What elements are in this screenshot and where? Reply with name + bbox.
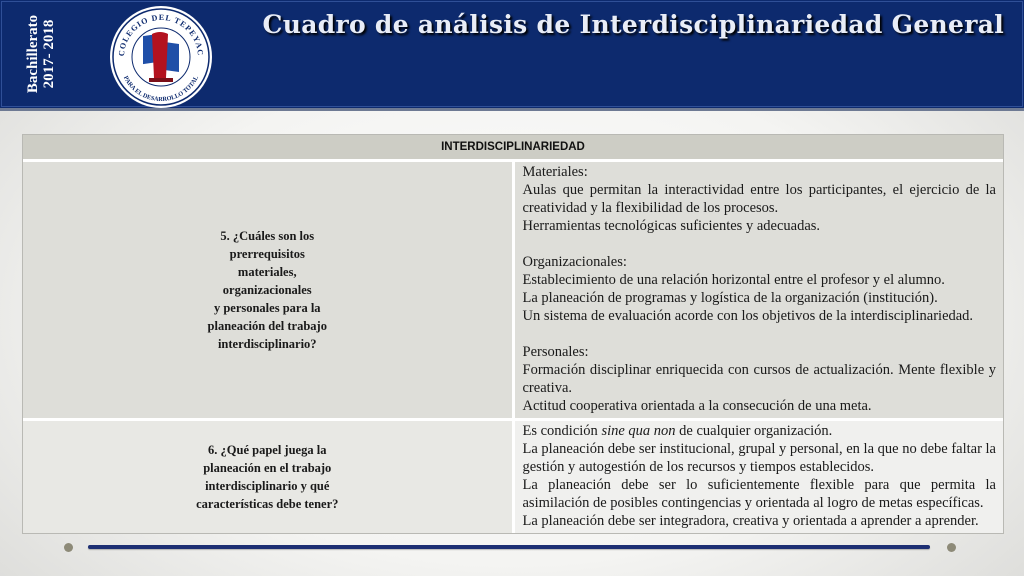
answer-line: La planeación debe ser lo suficientemente flexible para que permita la asimilación de posibles contingencias y orientada al logro de metas específicas. bbox=[522, 477, 996, 511]
answer-line: La planeación de programas y logística de la organización (institución). bbox=[522, 290, 938, 306]
level-label: Bachillerato bbox=[25, 14, 42, 94]
answer-line: Actitud cooperativa orientada a la consecución de una meta. bbox=[522, 398, 872, 414]
answer-line: Establecimiento de una relación horizontal entre el profesor y el alumno. bbox=[522, 272, 945, 288]
question-line: planeación en el trabajo bbox=[203, 461, 332, 475]
question-line: y personales para la bbox=[213, 301, 321, 315]
latin-phrase: sine qua non bbox=[601, 423, 676, 439]
year-label: 2017- 2018 bbox=[41, 19, 58, 89]
answer-line: Formación disciplinar enriquecida con cursos de actualización. Mente flexible y creativa. bbox=[522, 362, 996, 396]
logo-ring-text-top: COLEGIO DEL TEPEYAC bbox=[116, 12, 206, 57]
question-line: organizacionales bbox=[222, 283, 312, 297]
question-line: interdisciplinario y qué bbox=[205, 479, 330, 493]
question-line: características debe tener? bbox=[196, 497, 339, 511]
table-header: INTERDISCIPLINARIEDAD bbox=[23, 135, 1003, 161]
answer-first-line: Es condición sine qua non de cualquier organización. bbox=[522, 423, 833, 439]
question-line: 5. ¿Cuáles son los bbox=[220, 229, 315, 243]
logo-ring-text-bottom: PARA EL DESARROLLO TOTAL bbox=[121, 74, 201, 104]
table-row bbox=[23, 161, 1003, 420]
footer-dot-left bbox=[64, 543, 73, 552]
question-cell bbox=[23, 161, 513, 420]
answer-line: Un sistema de evaluación acorde con los objetivos de la interdisciplinariedad. bbox=[522, 308, 974, 324]
section-heading-personales: Personales: bbox=[522, 344, 589, 360]
footer-rule bbox=[88, 545, 930, 549]
answer-cell bbox=[513, 420, 1003, 534]
question-cell bbox=[23, 420, 513, 534]
school-year-rotated bbox=[25, 15, 57, 93]
question-line: prerrequisitos bbox=[229, 247, 305, 261]
answer-line: La planeación debe ser institucional, grupal y personal, en la que no debe faltar la gestión y autogestión de los recursos y tiempos establecidos. bbox=[522, 441, 996, 475]
section-heading-materiales: Materiales: bbox=[522, 164, 588, 180]
table-row bbox=[23, 420, 1003, 534]
question-line: materiales, bbox=[237, 265, 297, 279]
analysis-table bbox=[22, 134, 1004, 534]
question-line: interdisciplinario? bbox=[217, 337, 317, 351]
section-heading-organizacionales: Organizacionales: bbox=[522, 254, 627, 270]
answer-cell bbox=[513, 161, 1003, 420]
school-crest-icon bbox=[108, 4, 214, 110]
question-line: 6. ¿Qué papel juega la bbox=[208, 443, 327, 457]
answer-line: Aulas que permitan la interactividad entre los participantes, el ejercicio de la creatividad y la flexibilidad de los procesos. bbox=[522, 182, 996, 216]
footer-dot-right bbox=[947, 543, 956, 552]
answer-line: Herramientas tecnológicas suficientes y adecuadas. bbox=[522, 218, 821, 234]
header-bar bbox=[0, 0, 1024, 111]
answer-line: La planeación debe ser integradora, creativa y orientada a aprender a aprender. bbox=[522, 513, 979, 529]
question-line: planeación del trabajo bbox=[207, 319, 327, 333]
page-title: Cuadro de análisis de Interdisciplinariedad General bbox=[262, 10, 1004, 39]
school-year-label bbox=[14, 6, 68, 102]
